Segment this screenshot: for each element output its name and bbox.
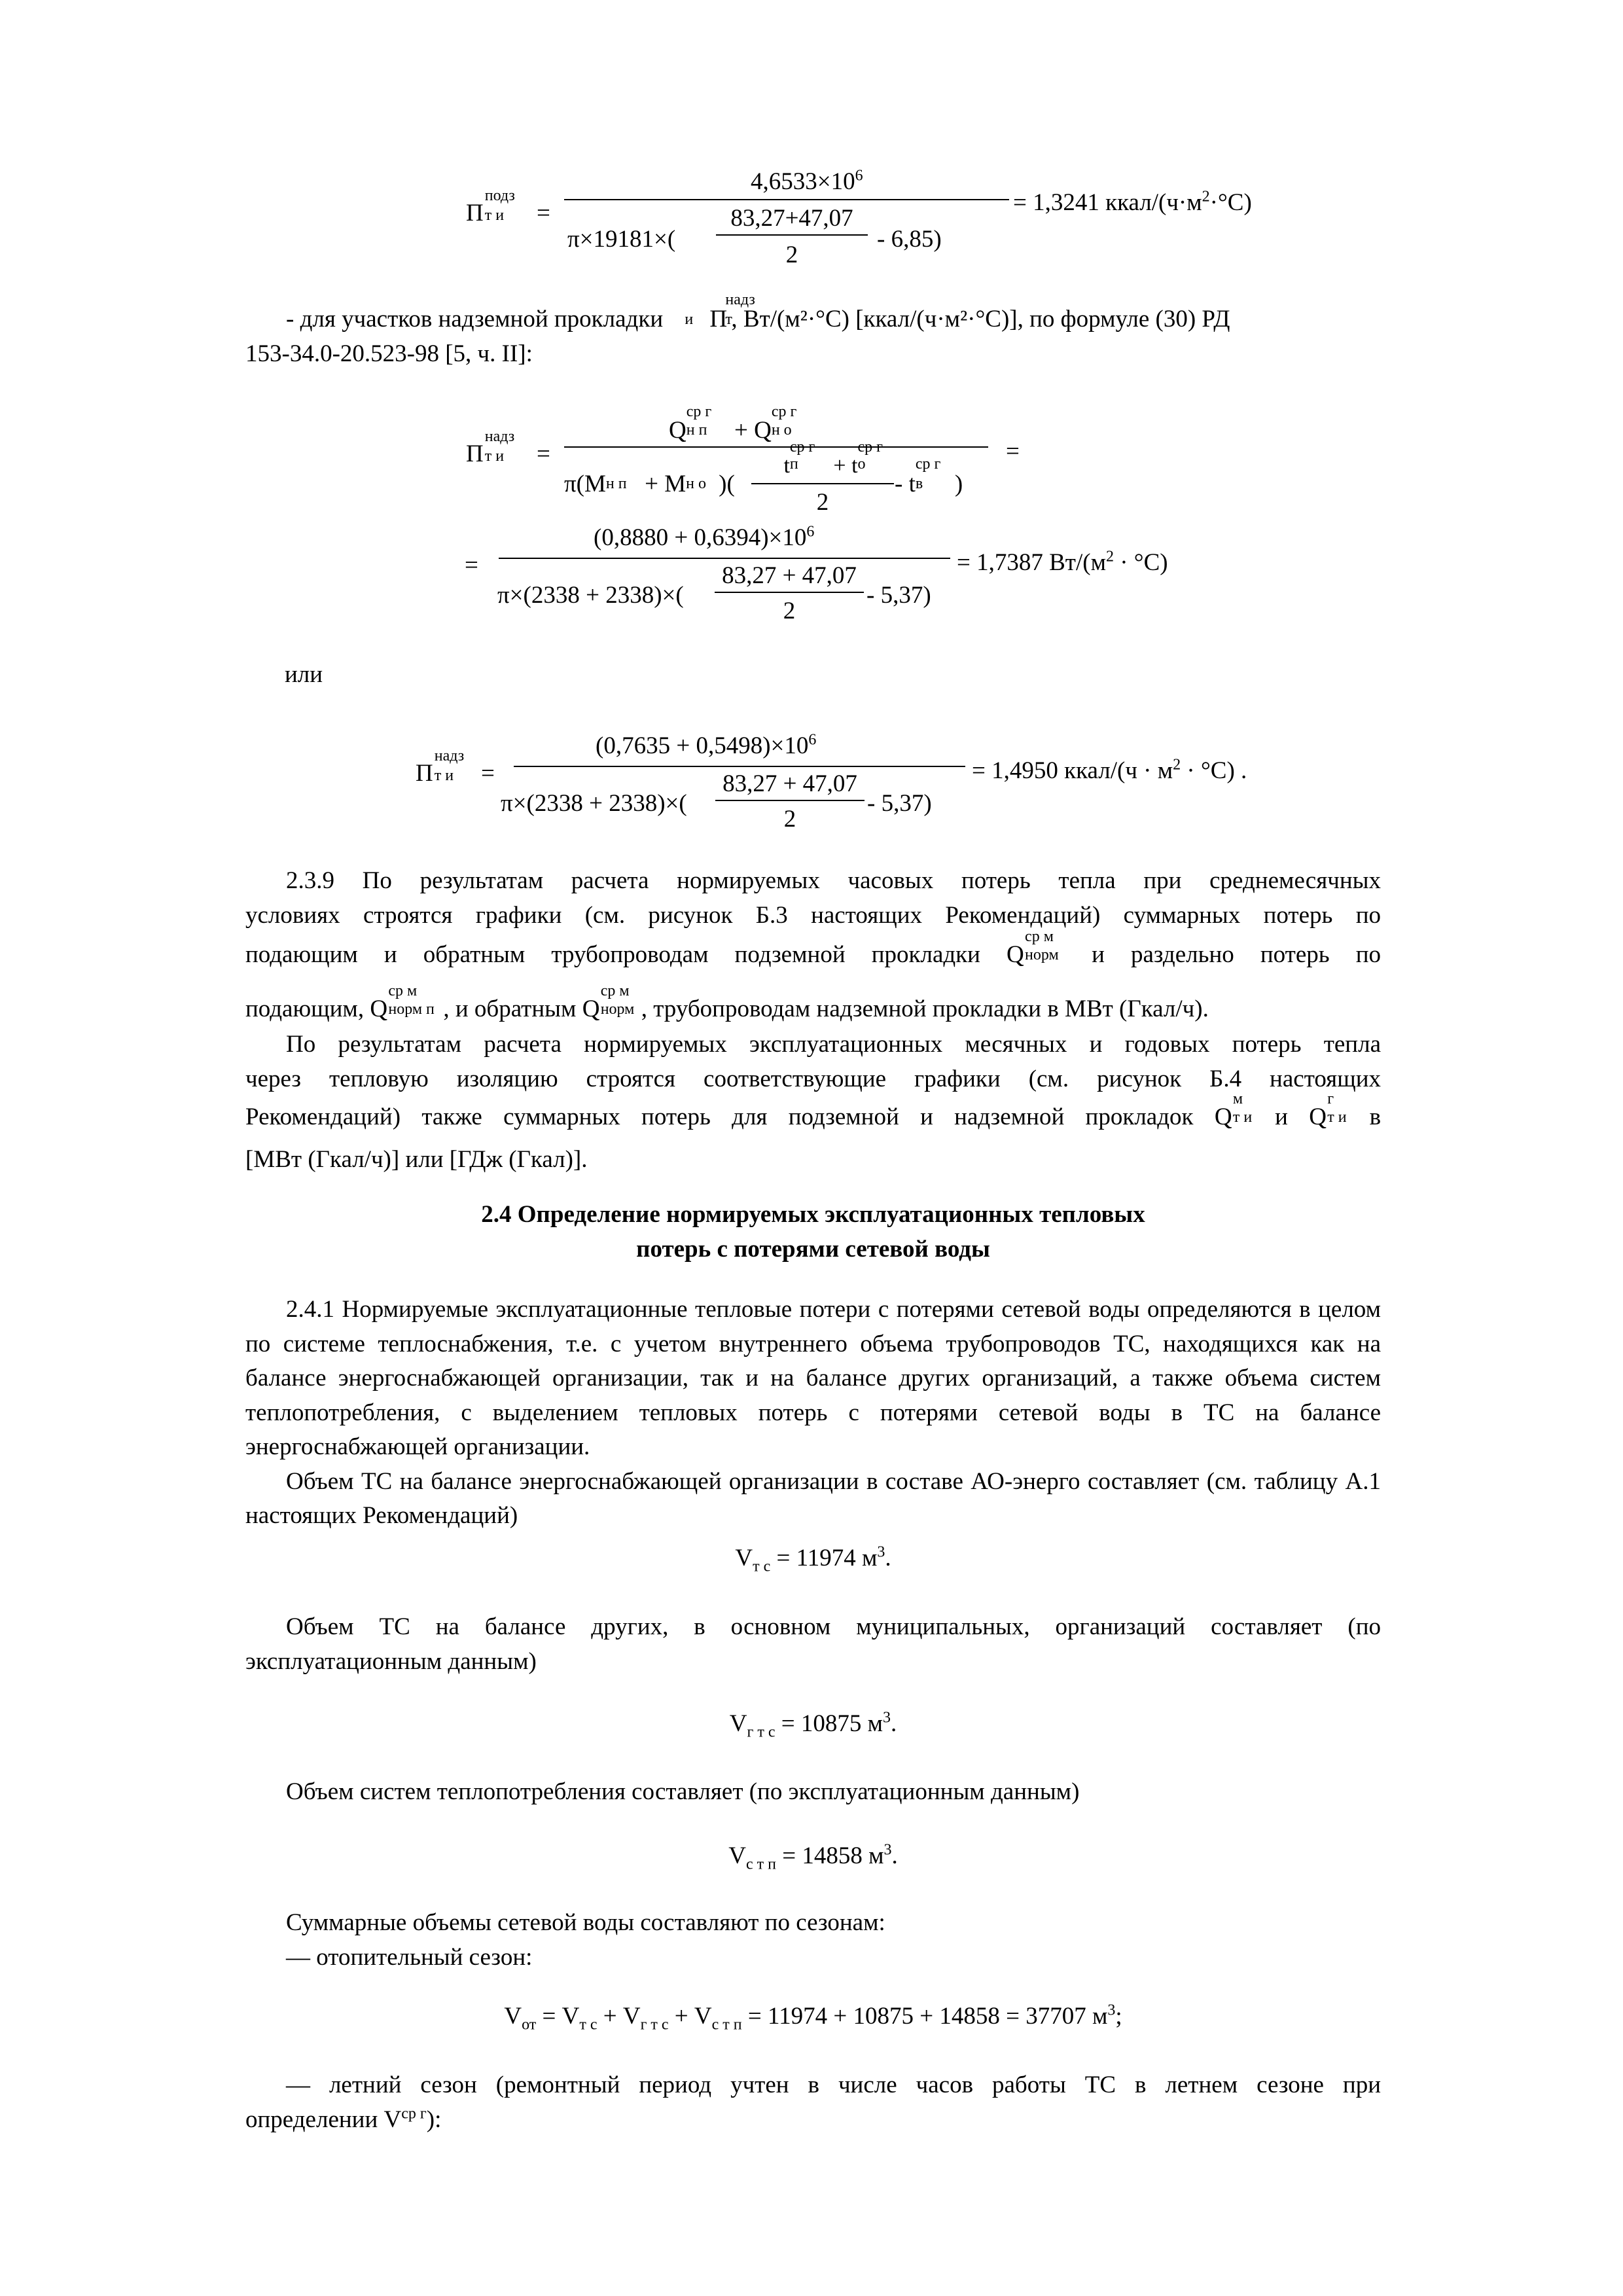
formula-lhs: П	[466, 200, 484, 226]
paragraph-vol-consumption: Объем систем теплопотребления составляет (по эксплуатационным данным)	[286, 1778, 1080, 1805]
equation-v-ot: $V_{от} = V_{т с} + V_{г т с} + V_{с т п} = 11974 + 10875 + 14858 = 37707$ $м^3$;	[504, 2001, 1122, 2034]
formula-p-podz: П подз т и = $4,6533\times 10^6$ π×19181×( 83,27+47,07 2 - 6,85) = 1,3241 ккал/$(ч\cdot м^2\cdot^\circ С)$	[466, 162, 1251, 274]
equation-v-tc: $V_{т с} = 11974$ $м^3$.	[735, 1543, 891, 1575]
section-heading: 2.4 Определение нормируемых эксплуатационных тепловых потерь с потерями сетевой воды	[481, 1201, 1145, 1263]
equation-v-gtc: $V_{г т с} = 10875$ $м^3$.	[729, 1709, 897, 1741]
formula-p-nadz-2: П надз т и = $(0,7635 + 0,5498)\times 10^6$ π×(2338 + 2338)×( 83,27 + 47,07 2 - 5,37) = 1,4950 ккал/(ч · $м^2 \cdot ^\circ С$) .	[416, 731, 1247, 833]
paragraph-2-3-9: 2.3.9 По результатам расчета нормируемых часовых потерь тепла при среднемесячных условиях строятся графики (см. рисунок Б.3 настоящих Рекомендаций) суммарных потерь по подающим и обратным трубопроводам подземной прокладки Q ср м норм и раздельно потерь по подающим, Q ср м норм п , и обратным Q ср м норм , трубопроводам надземной прокладки в МВт (Гкал/ч).	[245, 867, 1381, 1022]
formula-p-nadz-1: П надз т и = Q ср г н п + Q ср г н о = π(М н п + М н о )( t ср г п + t ср г о 2 - t ср г в ) = $(0,8880 + 0,6394)\times 10^6$ π×(2338 + 2338)×( 83,27 + 47,07 2 - 5,37) = 1,7387 $Вт/(м^2 \cdot ^\circ С)$	[465, 403, 1168, 624]
paragraph-summer: — летний сезон (ремонтный период учтен в числе часов работы ТС в летнем сезоне при определении $V^{ср г}$):	[245, 2072, 1381, 2133]
word-ili: или	[285, 661, 323, 688]
fraction: $4,6533\times 10^6$ π×19181×( 83,27+47,07 2 - 6,85) = 1,3241 ккал/$(ч\cdot м^2\cdot^\circ С)$	[564, 162, 1232, 274]
paragraph-results: По результатам расчета нормируемых эксплуатационных месячных и годовых потерь тепла через тепловую изоляцию строятся соответствующие графики (см. рисунок Б.4 настоящих Рекомендаций) также суммарных потерь для подземной и надземной прокладок Q м т и и Q г т и в [МВт (Гкал/ч)] или [ГДж (Гкал)].	[245, 1031, 1382, 1173]
paragraph-seasons: Суммарные объемы сетевой воды составляют по сезонам: — отопительный сезон:	[286, 1909, 885, 1971]
equation-v-stp: $V_{с т п} = 14858$ $м^3$.	[728, 1841, 898, 1873]
paragraph-nadz: - для участков надземной прокладки П надз т и , Вт/(м²·°С) [ккал/(ч·м²·°С)], по формуле (30) РД 153-34.0-20.523-98 [5, ч. II]:	[245, 291, 1230, 367]
paragraph-vol-other: Объем ТС на балансе других, в основном муниципальных, организаций составляет (по эксплуатационным данным)	[245, 1613, 1381, 1675]
paragraph-2-4-1: 2.4.1 Нормируемые эксплуатационные тепловые потери с потерями сетевой воды определяются в целом по системе теплоснабжения, т.е. с учетом внутреннего объема трубопроводов ТС, находящихся как на балансе энергоснабжающей организации, так и на балансе других организаций, а также объема систем теплопотребления, с выделением тепловых потерь с потерями сетевой воды в ТС на балансе энергоснабжающей организации. Объем ТС на балансе энергоснабжающей организации в составе АО-энерго составляет (см. таблицу А.1 настоящих Рекомендаций)	[245, 1296, 1381, 1530]
